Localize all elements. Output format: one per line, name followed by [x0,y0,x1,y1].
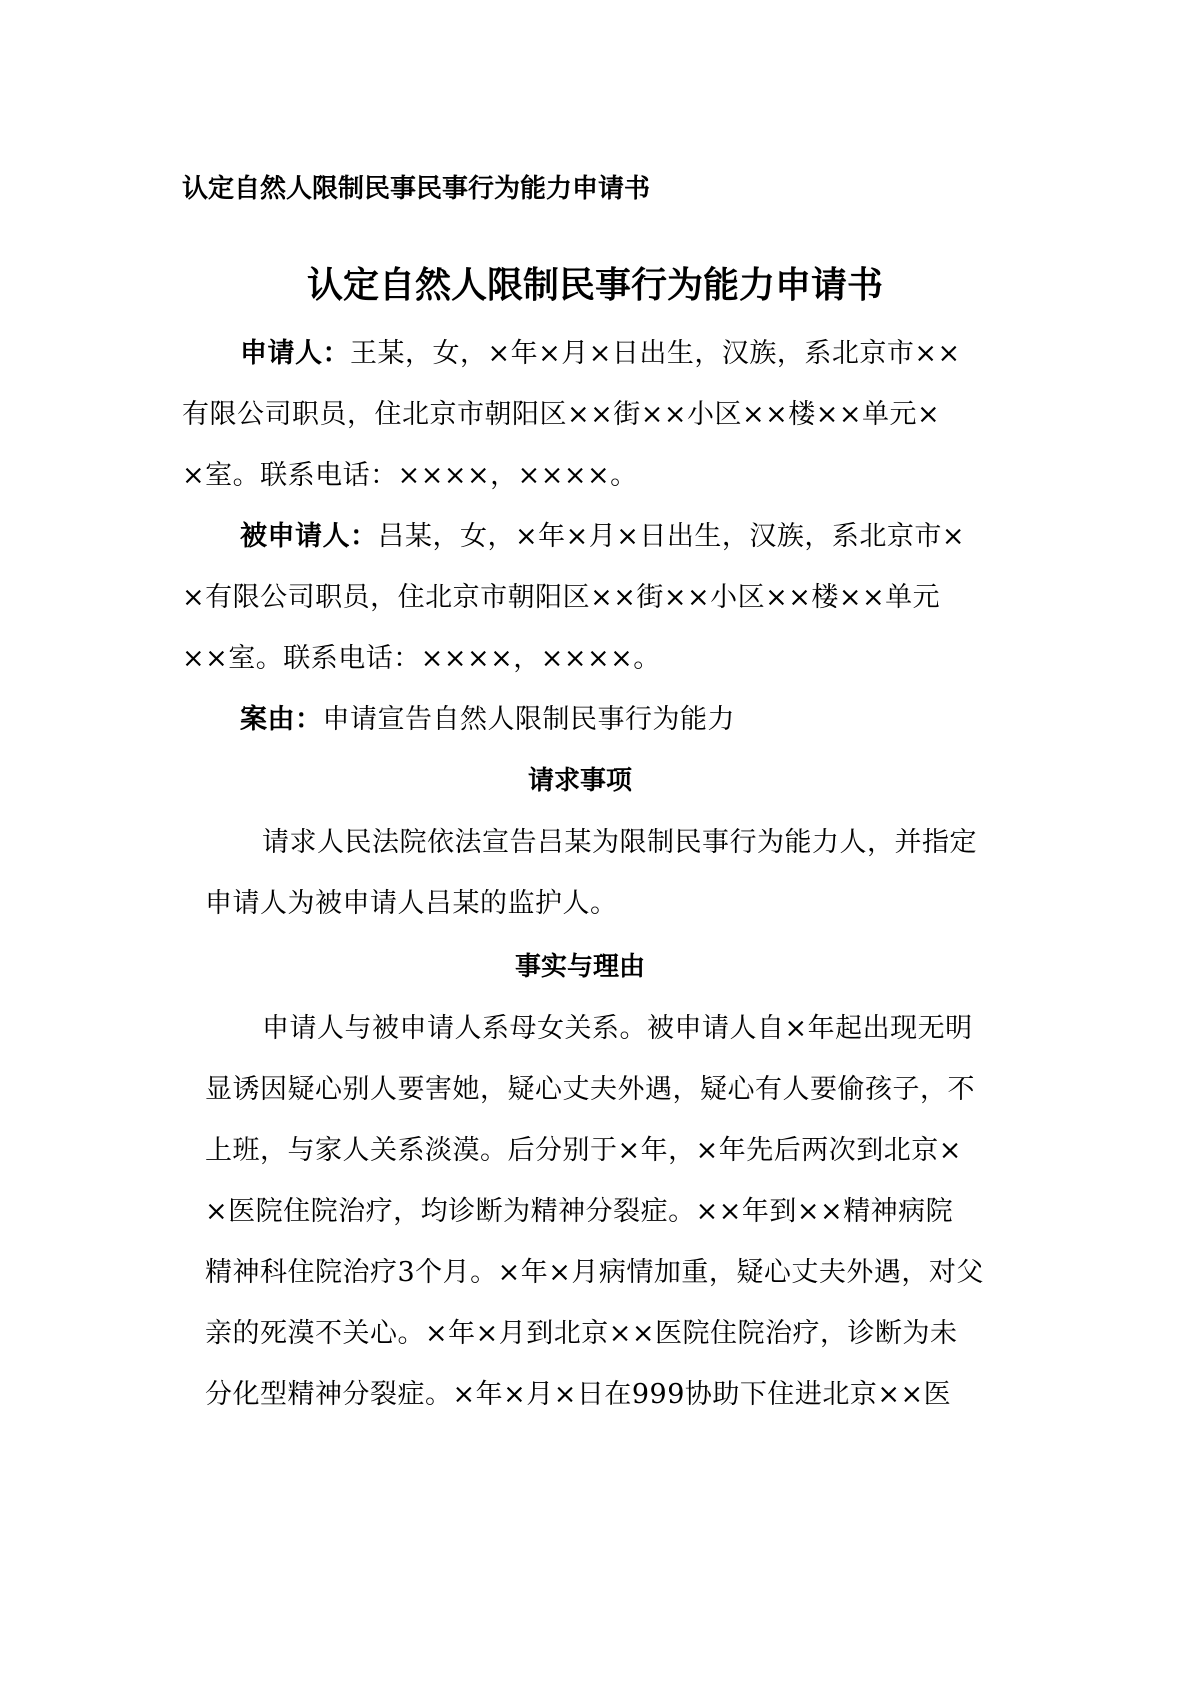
facts-line-1: 申请人与被申请人系母女关系。被申请人自×年起出现无明 [262,1013,973,1044]
claims-heading: 请求事项 [527,766,632,796]
facts-heading: 事实与理由 [514,952,645,982]
facts-line-4: ×医院住院治疗，均诊断为精神分裂症。××年到××精神病院 [205,1196,954,1227]
cause-line [240,703,735,737]
respondent-line-2: ×有限公司职员，住北京市朝阳区××街××小区××楼××单元 [182,582,941,613]
applicant-label: 申请人： [240,338,350,369]
respondent-text: 吕某，女，×年×月×日出生，汉族，系北京市× [377,521,965,552]
applicant-line-2: 有限公司职员，住北京市朝阳区××街××小区××楼××单元× [182,399,941,430]
applicant-text: 王某，女，×年×月×日出生，汉族，系北京市×× [350,338,961,369]
cause-label: 案由： [240,704,323,735]
applicant-line-1 [240,337,961,371]
facts-line-5: 精神科住院治疗3个月。×年×月病情加重，疑心丈夫外遇，对父 [205,1257,984,1288]
respondent-line-3: ××室。联系电话：××××，××××。 [182,643,661,674]
document-title: 认定自然人限制民事行为能力申请书 [306,264,883,306]
facts-line-2: 显诱因疑心别人要害她，疑心丈夫外遇，疑心有人要偷孩子，不 [205,1074,975,1105]
claims-line-1: 请求人民法院依法宣告吕某为限制民事行为能力人，并指定 [262,827,977,858]
applicant-line-3: ×室。联系电话：××××，××××。 [182,460,638,491]
facts-line-7: 分化型精神分裂症。×年×月×日在999协助下住进北京××医 [205,1379,952,1410]
cause-text: 申请宣告自然人限制民事行为能力 [322,704,735,735]
facts-line-3: 上班，与家人关系淡漠。后分别于×年，×年先后两次到北京× [205,1135,962,1166]
respondent-line-1 [240,520,965,554]
document-header: 认定自然人限制民事民事行为能力申请书 [182,174,651,204]
facts-line-6: 亲的死漠不关心。×年×月到北京××医院住院治疗，诊断为未 [205,1318,958,1349]
respondent-label: 被申请人： [240,521,378,552]
claims-line-2: 申请人为被申请人吕某的监护人。 [205,888,618,919]
